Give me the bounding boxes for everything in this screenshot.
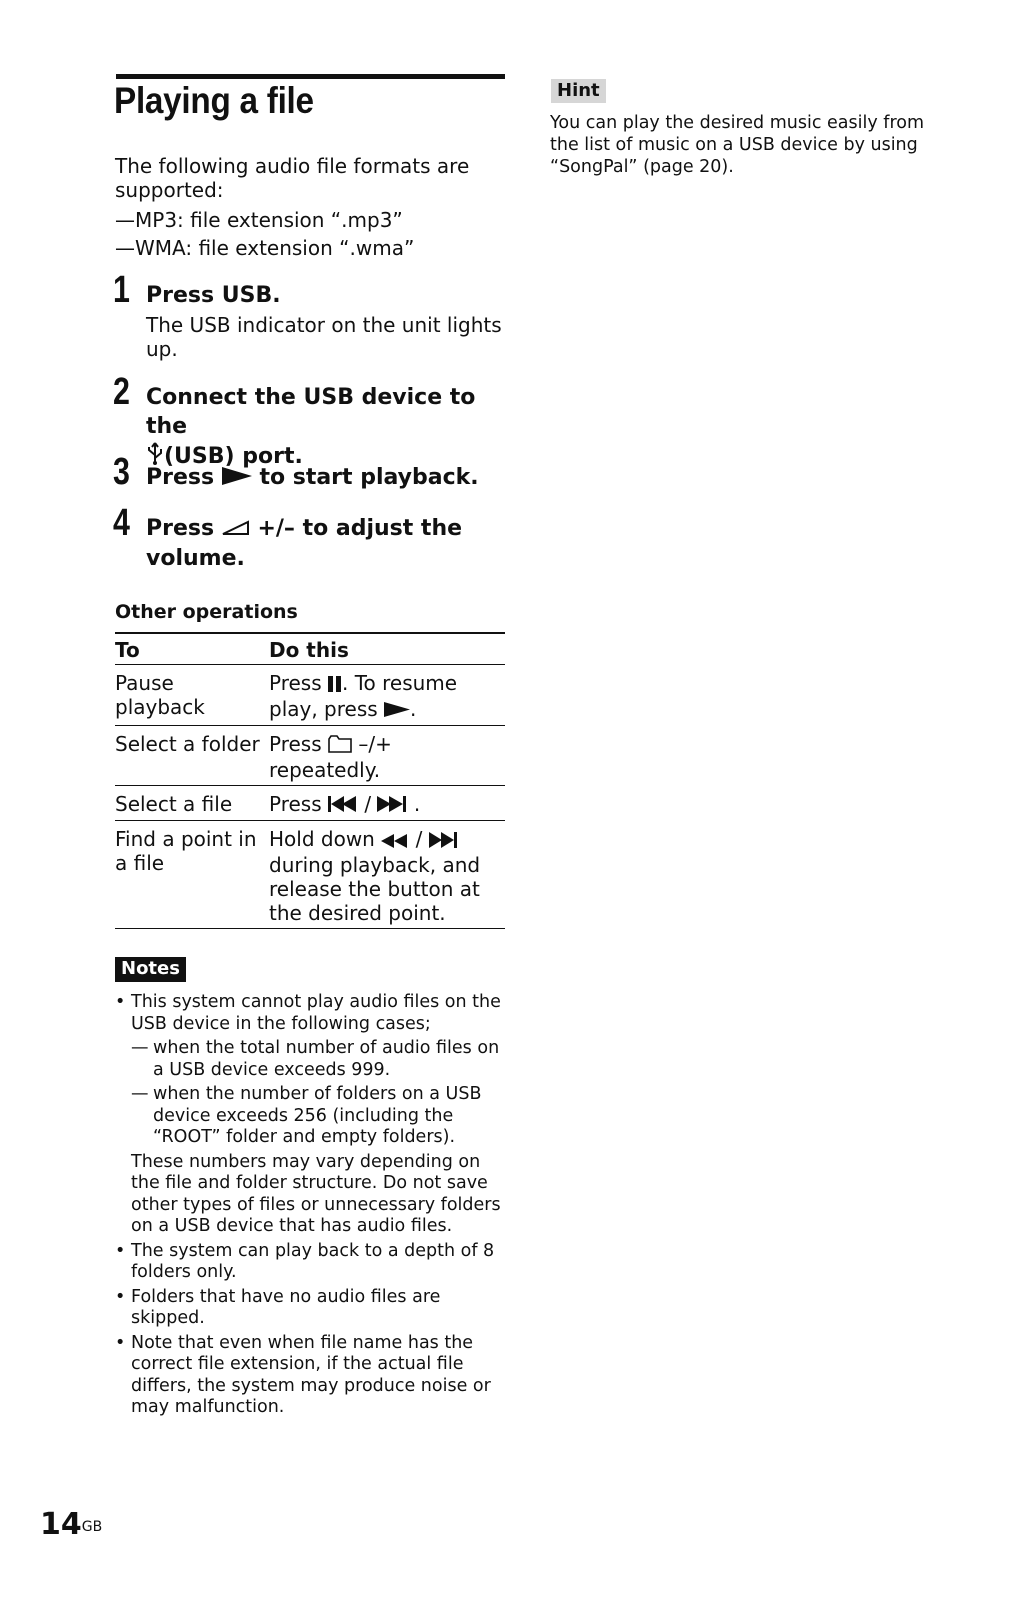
col-header-to: To bbox=[115, 633, 269, 665]
play-icon bbox=[384, 698, 410, 722]
cell-do-this bbox=[269, 785, 505, 821]
step-4-number: 4 bbox=[113, 502, 130, 544]
step-1-number: 1 bbox=[113, 269, 130, 311]
page-number-suffix: GB bbox=[81, 1519, 103, 1535]
cell-text: / bbox=[415, 827, 423, 851]
step-1-desc: The USB indicator on the unit lights up. bbox=[146, 313, 502, 361]
cell-text: / bbox=[364, 791, 372, 816]
cell-text: . bbox=[413, 791, 421, 816]
cell-to: Select a file bbox=[115, 785, 269, 821]
step-3-number: 3 bbox=[113, 451, 130, 493]
list-item: • Folders that have no audio files are skipped. bbox=[115, 1287, 510, 1330]
table-row bbox=[115, 726, 505, 786]
table-row bbox=[115, 785, 505, 821]
fast-forward-icon bbox=[429, 829, 459, 853]
note-text-continued: These numbers may vary depending on the file and folder structure. Do not save other types of files or unnecessary folders on a USB device that has audio files. bbox=[131, 1151, 501, 1236]
operations-table bbox=[115, 632, 505, 929]
step-1-title: Press USB. bbox=[146, 283, 281, 308]
notes-badge: Notes bbox=[115, 957, 186, 982]
hint-text: You can play the desired music easily from the list of music on a USB device by using “SongPal” (page 20). bbox=[550, 113, 925, 177]
prev-icon bbox=[328, 793, 358, 817]
note-text: This system cannot play audio files on the USB device in the following cases; bbox=[131, 992, 501, 1034]
folder-icon bbox=[328, 734, 352, 758]
step-2-title-b: (USB) port. bbox=[164, 444, 303, 469]
cell-text: . To resume play, press bbox=[269, 671, 458, 721]
page-number-value: 14 bbox=[40, 1507, 82, 1542]
cell-to: Select a folder bbox=[115, 726, 269, 786]
list-item: • Note that even when file name has the correct file extension, if the actual file differs, the system may produce noise or may malfunction. bbox=[115, 1333, 510, 1419]
table-header-row bbox=[115, 633, 505, 665]
hint-badge: Hint bbox=[551, 79, 606, 103]
step-3-title-a: Press bbox=[146, 465, 215, 490]
cell-to: Pause playback bbox=[115, 665, 269, 726]
next-icon bbox=[377, 793, 407, 817]
step-2-title-a: Connect the USB device to the bbox=[146, 385, 476, 439]
volume-icon bbox=[222, 515, 250, 544]
cell-text: during playback, and release the button at the desired point. bbox=[269, 852, 481, 925]
rewind-icon bbox=[381, 829, 409, 853]
sub-list-item: — when the number of folders on a USB device exceeds 256 (including the “ROOT” folder and empty folders). bbox=[131, 1084, 510, 1149]
sub-list bbox=[131, 1038, 510, 1149]
table-row bbox=[115, 665, 505, 726]
notes-list bbox=[115, 992, 510, 1422]
step-4-title-a: Press bbox=[146, 516, 215, 541]
cell-text: –/+ repeatedly. bbox=[269, 732, 392, 782]
pause-icon bbox=[328, 673, 342, 697]
cell-do-this bbox=[269, 665, 505, 726]
other-operations-heading: Other operations bbox=[115, 601, 298, 623]
step-3-title-b: to start playback. bbox=[259, 465, 479, 490]
list-item bbox=[115, 992, 510, 1238]
step-2-title bbox=[146, 383, 506, 473]
cell-to: Find a point in a file bbox=[115, 821, 269, 929]
format-wma: —WMA: file extension “.wma” bbox=[115, 236, 415, 260]
step-4-title bbox=[146, 514, 506, 573]
step-3-title bbox=[146, 463, 506, 493]
list-item: • The system can play back to a depth of 8 folders only. bbox=[115, 1241, 510, 1284]
cell-text: Press bbox=[269, 791, 322, 816]
col-header-do-this: Do this bbox=[269, 633, 505, 665]
step-4-title-b: +/– to adjust the volume. bbox=[146, 516, 463, 571]
format-mp3: —MP3: file extension “.mp3” bbox=[115, 208, 403, 232]
cell-text: Press bbox=[269, 732, 322, 756]
table-row bbox=[115, 821, 505, 929]
cell-text: Hold down bbox=[269, 827, 375, 851]
step-2-number: 2 bbox=[113, 371, 130, 413]
cell-text: Press bbox=[269, 671, 322, 695]
intro-text: The following audio file formats are supported: bbox=[115, 154, 470, 202]
cell-do-this bbox=[269, 821, 505, 929]
page-number bbox=[40, 1508, 102, 1542]
sub-list-item: — when the total number of audio files on a USB device exceeds 999. bbox=[131, 1038, 510, 1081]
cell-do-this bbox=[269, 726, 505, 786]
page-title: Playing a file bbox=[114, 80, 314, 121]
play-icon bbox=[222, 464, 252, 493]
cell-text: . bbox=[410, 696, 417, 721]
